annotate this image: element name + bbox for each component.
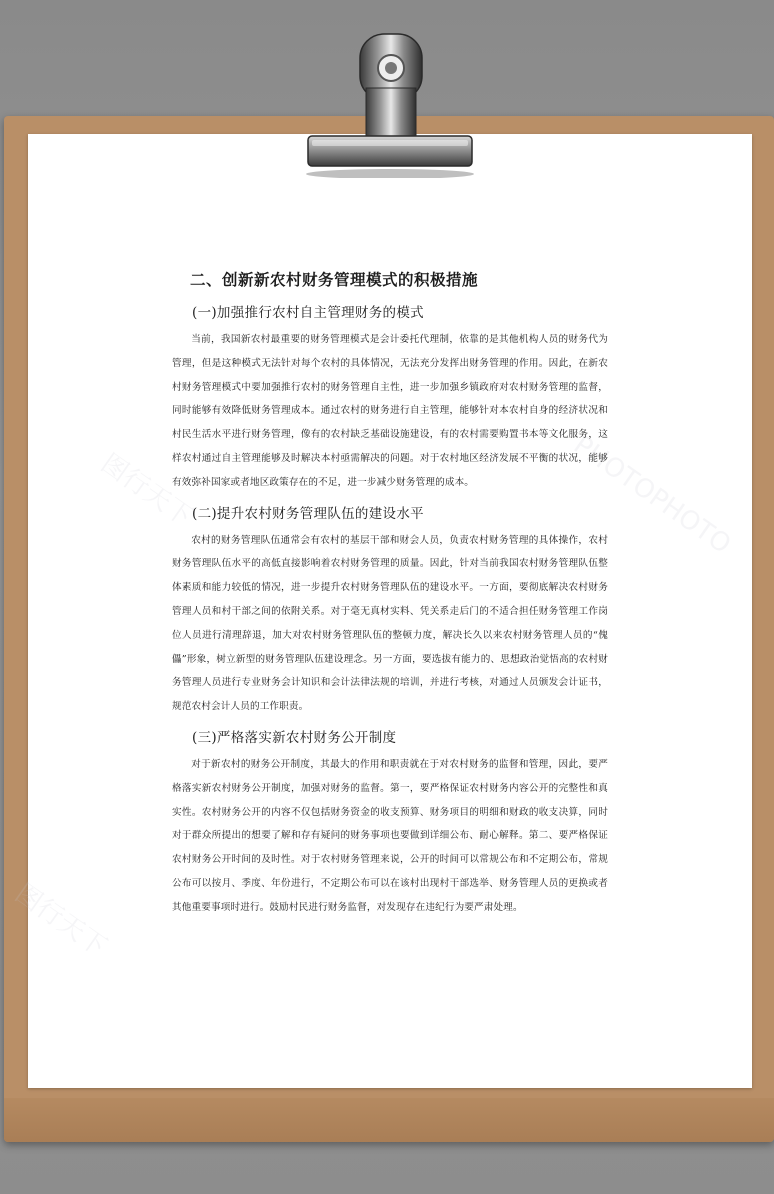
binder-clip-icon	[304, 28, 476, 178]
subsection-heading-3: (三)严格落实新农村财务公开制度	[192, 729, 397, 746]
subsection-heading-2: (二)提升农村财务管理队伍的建设水平	[192, 505, 424, 522]
paragraph-1: 当前，我国新农村最重要的财务管理模式是会计委托代理制，依靠的是其他机构人员的财务代为管理，但是这种模式无法针对每个农村的具体情况，无法充分发挥出财务管理的作用。因此，在新农村财务管理模式中要加强推行农村的财务管理自主性，进一步加强乡镇政府对农村财务管理的监督，同时能够有效降低财务管理成本。通过农村的财务进行自主管理，能够针对本农村自身的经济状况和村民生活水平进行财务管理，像有的农村缺乏基础设施建设，有的农村需要购置书本等文化服务，这样农村通过自主管理能够及时解决本村亟需解决的问题。对于农村地区经济发展不平衡的状况，能够有效弥补国家或者地区政策存在的不足，进一步减少财务管理的成本。	[172, 334, 608, 488]
section-title: 二、创新新农村财务管理模式的积极措施	[190, 271, 479, 289]
clipboard-edge	[4, 1098, 774, 1142]
paragraph-2: 农村的财务管理队伍通常会有农村的基层干部和财会人员，负责农村财务管理的具体操作，农村财务管理队伍水平的高低直接影响着农村财务管理的质量。因此，针对当前我国农村财务管理队伍整体素质和能力较低的情况，进一步提升农村财务管理队伍的建设水平。一方面，要彻底解决农村财务管理人员和村干部之间的依附关系。对于毫无真材实料、凭关系走后门的不适合担任财务管理工作岗位人员进行清理辞退，加大对农村财务管理队伍的整顿力度，解决长久以来农村财务管理人员的“傀儡”形象，树立新型的财务管理队伍建设理念。另一方面，要选拔有能力的、思想政治觉悟高的农村财务管理人员进行专业财务会计知识和会计法律法规的培训，并进行考核，对通过人员颁发会计证书，规范农村会计人员的工作职责。	[172, 534, 608, 713]
document-body	[172, 262, 608, 924]
paragraph-3: 对于新农村的财务公开制度，其最大的作用和职责就在于对农村财务的监督和管理，因此，要严格落实新农村财务公开制度，加强对财务的监督。第一，要严格保证农村财务内容公开的完整性和真实性。农村财务公开的内容不仅包括财务资金的收支预算、财务项目的明细和财政的收支决算，同时对于群众所提出的想要了解和存有疑问的财务事项也要做到详细公布、耐心解释。第二、要严格保证农村财务公开时间的及时性。对于农村财务管理来说，公开的时间可以常规公布和不定期公布，常规公布可以按月、季度、年份进行，不定期公布可以在该村出现村干部选举、财务管理人员的更换或者其他重要事项时进行。鼓励村民进行财务监督，对发现存在违纪行为要严肃处理。	[172, 758, 608, 913]
subsection-heading-1: (一)加强推行农村自主管理财务的模式	[192, 305, 424, 321]
